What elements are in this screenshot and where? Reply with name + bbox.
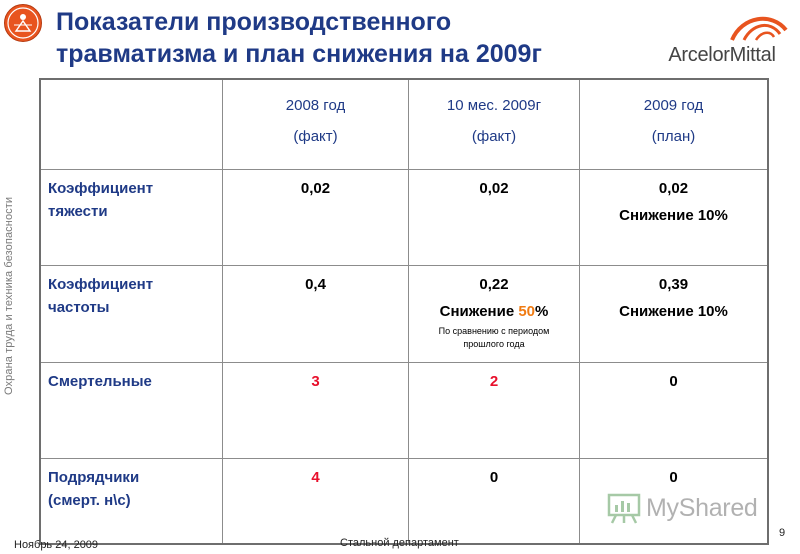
row-label-line: (смерт. н\с) <box>48 492 131 509</box>
cell-value: 0 <box>580 459 769 545</box>
header-empty-cell <box>40 79 223 170</box>
brand-logo <box>652 10 792 70</box>
row-label-frequency <box>40 266 223 363</box>
cell-plan <box>580 266 769 363</box>
row-label-line: тяжести <box>48 203 108 220</box>
header-10-months-type: (факт) <box>471 128 517 145</box>
title-line-2: травматизма и план снижения на 2009г <box>56 40 542 68</box>
header-2009-type: (план) <box>651 128 696 145</box>
cell-value: 0,02 <box>658 180 689 197</box>
table-row <box>40 363 768 459</box>
cell-value: 2 <box>409 363 580 459</box>
row-label-severity <box>40 170 223 266</box>
cell-plan <box>580 170 769 266</box>
injury-indicators-table <box>39 78 769 545</box>
watermark <box>606 490 766 526</box>
cell-value: 0 <box>409 459 580 545</box>
header-2008-type: (факт) <box>293 128 338 145</box>
title-line-1: Показатели производственного <box>56 8 452 36</box>
header-2009-plan <box>580 79 769 170</box>
table-row <box>40 266 768 363</box>
cell-actual <box>409 266 580 363</box>
footer-department: Стальной департамент <box>340 537 459 549</box>
cell-value: 3 <box>223 363 409 459</box>
arcelormittal-arc-logo <box>652 10 792 44</box>
header-10-months <box>409 79 580 170</box>
cell-value: 0,39 <box>658 276 689 293</box>
row-label-line: частоты <box>48 299 110 316</box>
reduction-value: 50 <box>518 303 536 320</box>
header-2009-year: 2009 год <box>643 97 704 114</box>
brand-name: ArcelorMittal <box>668 44 776 66</box>
header-2008 <box>223 79 409 170</box>
page-title <box>56 6 656 70</box>
cell-value: 0,02 <box>409 170 580 266</box>
note-line: прошлого года <box>463 339 525 349</box>
watermark-text: MyShared <box>646 494 758 522</box>
footer-date: Ноябрь 24, 2009 <box>14 539 99 551</box>
cell-value: 0,22 <box>479 276 509 293</box>
cell-value: 4 <box>223 459 409 545</box>
reduction-prefix: Снижение <box>439 303 519 320</box>
row-label-line: Коэффициент <box>48 276 154 293</box>
note-line: По сравнению с периодом <box>438 326 550 336</box>
row-label-line: Смертельные <box>48 373 152 390</box>
row-label-line: Подрядчики <box>48 469 140 486</box>
header-2008-year: 2008 год <box>285 97 346 114</box>
reduction-suffix: % <box>535 303 549 320</box>
row-label-line: Коэффициент <box>48 180 154 197</box>
table-row <box>40 170 768 266</box>
row-label-fatal <box>40 363 223 459</box>
row-label-contractors <box>40 459 223 545</box>
comparison-note <box>409 325 579 351</box>
reduction-text: Снижение 10% <box>619 303 728 320</box>
reduction-text: Снижение 10% <box>619 207 728 224</box>
side-section-label: Охрана труда и техника безопасности <box>3 196 15 395</box>
safety-emblem-icon <box>4 4 42 42</box>
presentation-board-icon <box>606 492 642 524</box>
cell-value: 0 <box>580 363 769 459</box>
page-number: 9 <box>779 527 786 539</box>
table-header-row <box>40 79 768 170</box>
cell-value: 0,02 <box>223 170 409 266</box>
reduction-text <box>409 300 579 323</box>
header-10-months-period: 10 мес. 2009г <box>446 97 542 114</box>
cell-value: 0,4 <box>223 266 409 363</box>
